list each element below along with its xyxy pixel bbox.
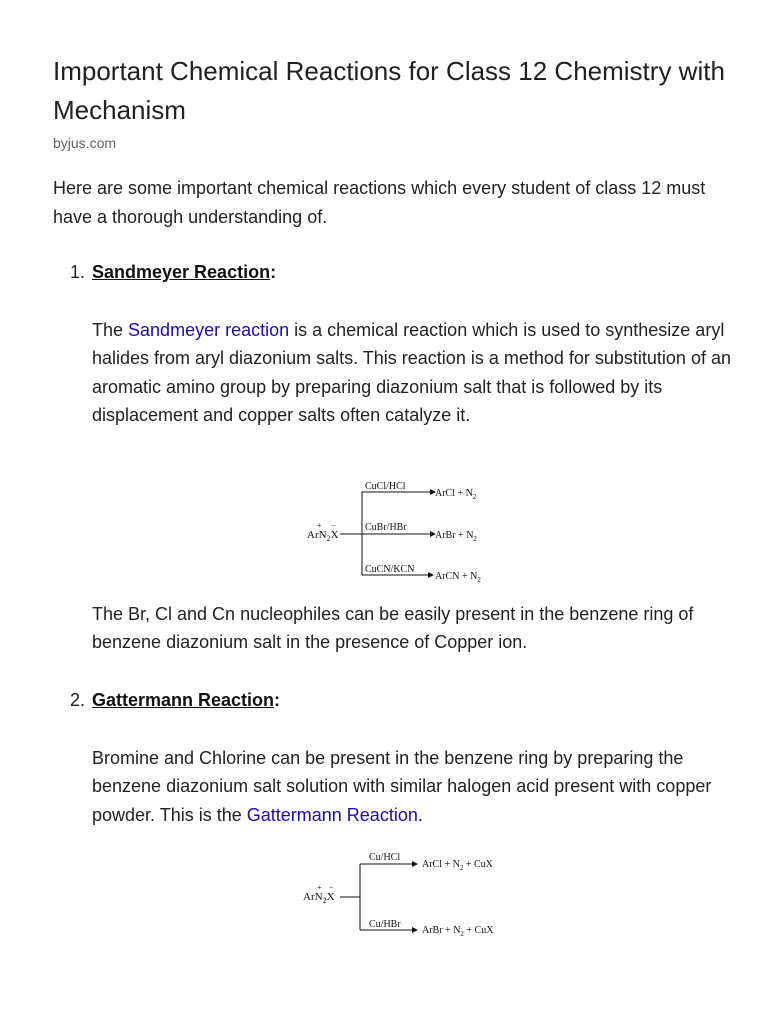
sandmeyer-reaction-link[interactable]: Sandmeyer reaction (128, 320, 290, 340)
product-label-3: ArCN + $N_2$ (435, 571, 481, 584)
section-heading-sandmeyer (92, 262, 276, 283)
reagent-label-1: Cu/HCl (369, 852, 401, 863)
text-fragment: is a chemical reaction which is used to synthesize aryl halides from aryl diazonium salts. This reaction is a method for substitution of an aromatic amino group by preparing diazonium salt that is followed by its displacement and copper salts often catalyze it. (92, 320, 731, 425)
arrow-head-1 (412, 861, 418, 867)
page-title: Important Chemical Reactions for Class 12 Chemistry with Mechanism (53, 56, 725, 125)
reactant-label: ArN$_2$X (307, 529, 339, 543)
gattermann-heading-link[interactable]: Gattermann Reaction (92, 690, 275, 710)
heading-colon: : (274, 690, 281, 710)
sandmeyer-reaction-diagram (300, 476, 500, 586)
reagent-label-2: CuBr/HBr (365, 522, 407, 533)
text-fragment: The (92, 320, 129, 340)
intro-paragraph: Here are some important chemical reactions which every student of class 12 must have a thorough understanding of. (53, 178, 706, 227)
product-label-1: ArCl + $N_2$ + CuX (422, 859, 493, 872)
heading-colon: : (270, 262, 277, 282)
arrow-head-2 (412, 927, 418, 933)
reagent-label-3: CuCN/KCN (365, 564, 415, 575)
source-domain: byjus.com (53, 135, 117, 151)
charge-plus: + (317, 883, 322, 892)
charge-plus: + (317, 521, 322, 530)
gattermann-reaction-diagram (300, 848, 510, 938)
sandmeyer-heading-link[interactable]: Sandmeyer Reaction (92, 262, 271, 282)
reactant-label: ArN$_2$X (303, 891, 335, 905)
list-number-1: 1. (70, 262, 86, 282)
arrow-head-3 (428, 572, 434, 578)
sandmeyer-note: The Br, Cl and Cn nucleophiles can be easily present in the benzene ring of benzene diazonium salt in the presence of Copper ion. (92, 604, 694, 653)
list-number-2: 2. (70, 690, 86, 710)
section-heading-gattermann (92, 690, 280, 711)
gattermann-description (92, 744, 732, 829)
gattermann-reaction-link[interactable]: Gattermann Reaction (246, 804, 418, 825)
reagent-label-2: Cu/HBr (369, 919, 401, 930)
product-label-2: ArBr + $N_2$ (435, 530, 477, 543)
product-label-2: ArBr + $N_2$ + CuX (422, 925, 494, 938)
product-label-1: ArCl + $N_2$ (435, 488, 477, 501)
charge-minus: − (329, 883, 334, 892)
text-fragment: Bromine and Chlorine can be present in the benzene ring by preparing the benzene diazonium salt solution with similar halogen acid present with copper powder. This is the (92, 748, 712, 825)
charge-minus: − (331, 521, 336, 530)
reagent-label-1: CuCl/HCl (365, 481, 406, 492)
text-fragment: . (417, 804, 423, 825)
sandmeyer-description (92, 316, 732, 429)
